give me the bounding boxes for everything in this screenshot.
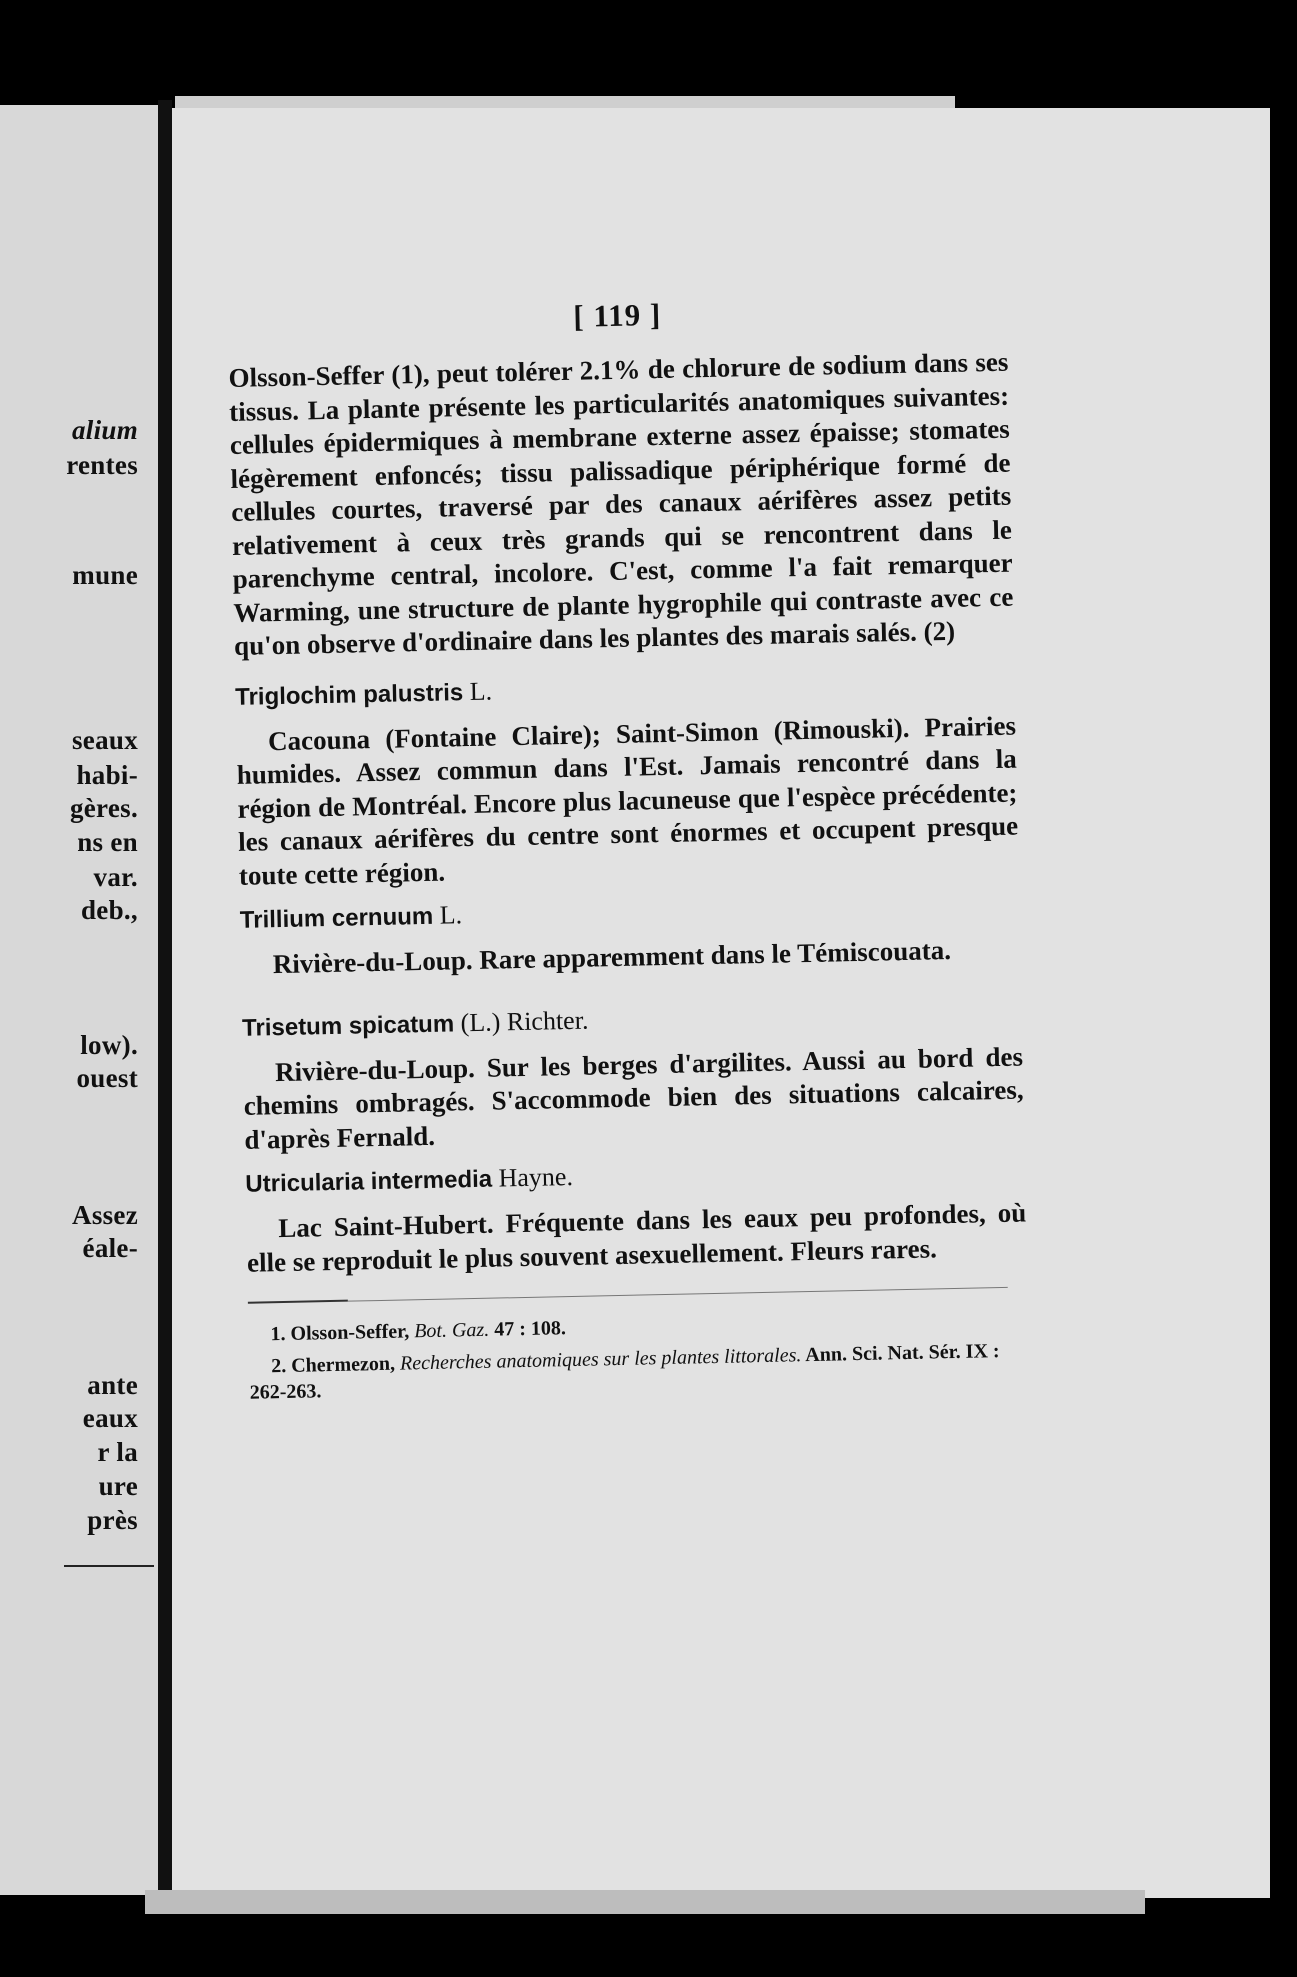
species-name: Triglochim palustris (234, 678, 464, 711)
left-page-fragment: low). (80, 1030, 138, 1060)
left-page-fragment: deb., (80, 895, 138, 925)
footnote-reference: 47 : 108. (493, 1317, 567, 1341)
footnote-author: Chermezon, (290, 1352, 396, 1377)
species-author: (L.) Richter. (460, 1005, 589, 1037)
intro-paragraph: Olsson-Seffer (1), peut tolérer 2.1% de chlorure de sodium dans ses tissus. La plante présente les particularités anatomiques suivantes: cellules épidermiques à membrane externe assez épaisse; stomates légèrement enfoncés; tissu palissadique périphérique formé de cellules courtes, traversé par des canaux aérifères assez petits relativement à ceux très grands qui se rencontrent dans le parenchyme central, incolore. C'est, comme l'a fait remarquer Warming, une structure de plante hygrophile qui contraste avec ce qu'on observe d'ordinaire dans les plantes des marais salés. (2) (228, 346, 1014, 661)
species-entry (235, 663, 1019, 893)
left-page-fragment: mune (72, 560, 138, 590)
species-description: Rivière-du-Loup. Rare apparemment dans le Témiscouata. (272, 934, 952, 980)
species-heading (240, 887, 1021, 937)
footnote-number: 1. (270, 1323, 286, 1346)
species-description: Cacouna (Fontaine Claire); Saint-Simon (Rimouski). Prairies humides. Assez commun dans l'Est. Jamais rencontré dans la région de Montréal. Encore plus lacuneuse que l'espèce précédente; les canaux aérifères du centre sont énormes et occupent presque toute cette région. (236, 710, 1019, 891)
species-author: L. (439, 900, 463, 930)
page-number: [ 119 ] (572, 296, 662, 334)
left-page-fragment: ns en (77, 827, 138, 857)
left-page-fragment: ante (87, 1370, 138, 1400)
left-page-fragment: éale- (82, 1233, 138, 1263)
footnote-number: 2. (270, 1354, 287, 1378)
species-name: Utricularia intermedia (245, 1165, 493, 1198)
left-page-fragment: eaux (82, 1403, 138, 1433)
book-page (172, 108, 1270, 1898)
footnote-author: Olsson-Seffer, (290, 1320, 410, 1345)
species-author: L. (469, 676, 493, 706)
species-description: Rivière-du-Loup. Sur les berges d'argilites. Aussi au bord des chemins ombragés. S'accommode bien des situations calcaires, d'après Fernald. (243, 1041, 1024, 1155)
species-heading (235, 663, 1016, 713)
left-page-fragment: près (87, 1505, 138, 1535)
left-page-fragment: habi- (76, 760, 138, 790)
left-page-fragment: Assez (72, 1200, 138, 1230)
left-page-fragment: alium (71, 415, 138, 445)
left-page-rule (64, 1565, 154, 1567)
left-page-fragment: r la (97, 1437, 138, 1467)
species-description: Lac Saint-Hubert. Fréquente dans les eaux peu profondes, où elle se reproduit le plus souvent asexuellement. Fleurs rares. (246, 1197, 1027, 1278)
left-page-fragment: var. (93, 862, 138, 892)
previous-page-strip (0, 105, 158, 1895)
book-gutter (158, 100, 172, 1900)
species-entry (245, 1150, 1027, 1279)
species-entry (242, 994, 1025, 1157)
footnote-reference: Ann. Sci. Nat. Sér. IX : 262-263. (249, 1340, 1000, 1404)
species-heading (242, 994, 1023, 1044)
footnote-separator (248, 1300, 348, 1304)
footnote-separator-line (348, 1287, 1008, 1302)
footnote-title: Bot. Gaz. (413, 1318, 490, 1343)
left-page-fragment: ure (98, 1471, 138, 1501)
left-page-fragment: ouest (76, 1063, 138, 1093)
left-page-fragment: rentes (66, 450, 138, 480)
page-edge-bottom (145, 1890, 1145, 1914)
species-name: Trisetum spicatum (241, 1009, 455, 1042)
species-name: Trillium cernuum (239, 902, 434, 934)
footnote-title: Recherches anatomiques sur les plantes littorales. (399, 1344, 802, 1375)
species-entry (240, 887, 1021, 983)
species-heading (245, 1150, 1026, 1200)
species-author: Hayne. (498, 1161, 574, 1193)
left-page-fragment: gères. (69, 793, 138, 823)
left-page-fragment: seaux (71, 725, 138, 755)
page-content (227, 290, 1030, 1412)
footnote-2 (249, 1337, 1030, 1405)
